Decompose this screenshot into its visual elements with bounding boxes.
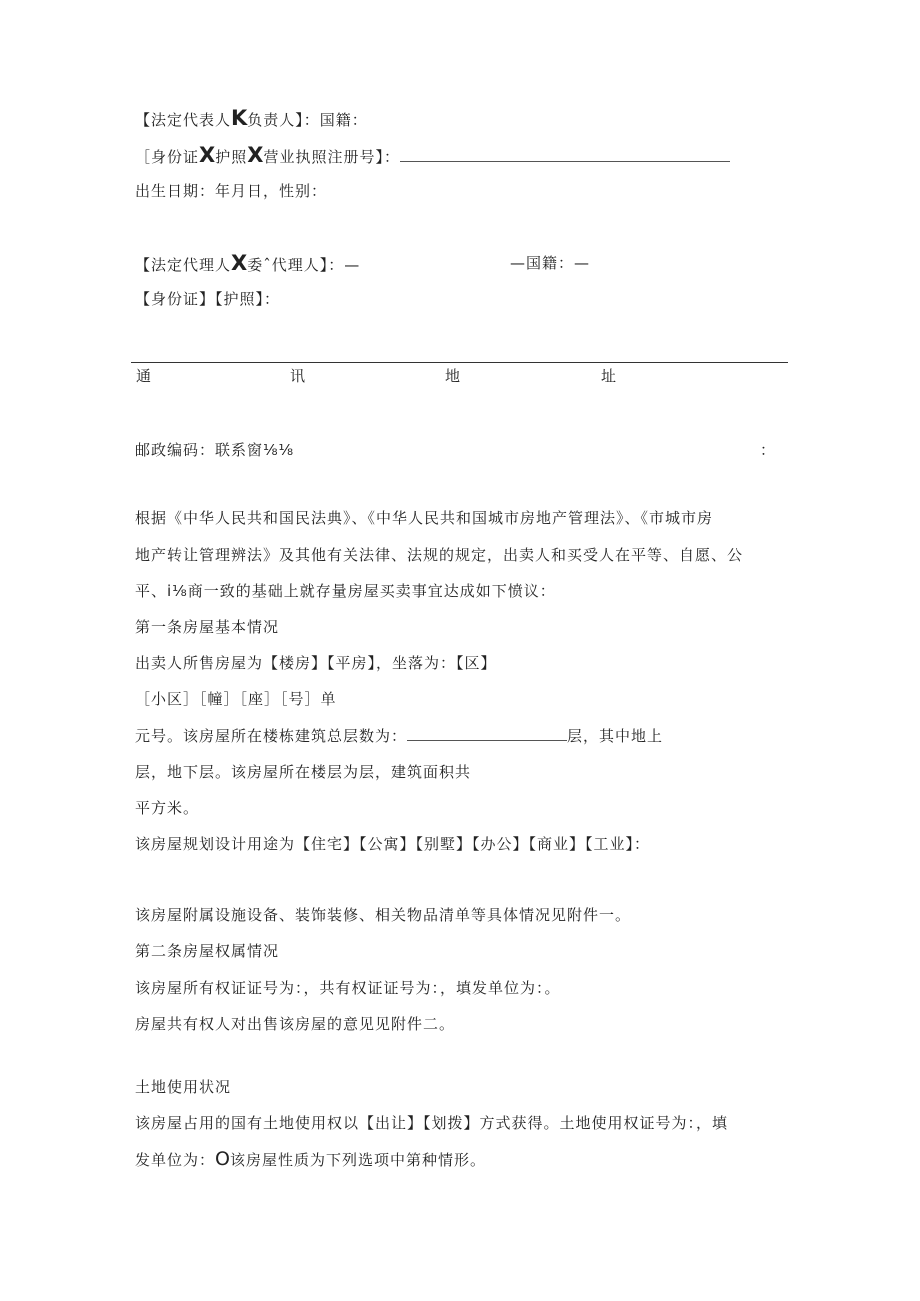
article-1-title: 第一条房屋基本情况 <box>135 618 280 636</box>
issuer-mark: O <box>215 1148 230 1170</box>
article-1-line-1: 出卖人所售房屋为【楼房】【平房】，坐落为：【区】 <box>135 654 497 672</box>
address-char-3: 地 <box>445 367 461 385</box>
id-type-line <box>135 145 730 167</box>
article-1-line-3 <box>135 726 663 746</box>
address-char-4: 址 <box>601 367 617 385</box>
passport-label: 护照 <box>215 148 248 166</box>
id-mark-2: X <box>247 143 264 167</box>
issuer-label: 发单位为： <box>135 1151 216 1169</box>
property-nature-text: 该房屋性质为下列选项中第种情形。 <box>229 1151 486 1169</box>
postal-colon: ： <box>760 441 776 459</box>
article-1-line-5: 平方米。 <box>135 799 200 817</box>
land-use-title: 土地使用状况 <box>135 1078 232 1096</box>
article-1-line-2: ［小区］［幢］［座］［号］单 <box>135 690 337 708</box>
article-1-usage-line: 该房屋规划设计用途为【住宅】【公寓】【别墅】【办公】【商业】【工业】： <box>135 835 651 853</box>
rep-mark: K <box>231 106 248 130</box>
id-mark-1: X <box>199 143 216 167</box>
id-number-field[interactable] <box>400 147 730 162</box>
rep-label: 【法定代表人 <box>135 111 232 129</box>
id-label: ［身份证 <box>135 148 200 166</box>
article-1-line-4: 层，地下层。该房屋所在楼层为层，建筑面积共 <box>135 763 472 781</box>
article-2-line-1: 该房屋所有权证证号为：，共有权证证号为：，填发单位为：。 <box>135 979 561 997</box>
total-floors-label: 元号。该房屋所在楼栋建筑总层数为： <box>135 727 408 745</box>
rep-nationality-label: 负责人】：国籍： <box>247 111 368 129</box>
article-2-line-2: 房屋共有权人对出售该房屋的意见见附件二。 <box>135 1015 456 1033</box>
license-label: 营业执照注册号】： <box>263 148 400 166</box>
address-rule <box>131 362 788 363</box>
article-1-attachment-line: 该房屋附属设施设备、装饰装修、相关物品清单等具体情况见附件一。 <box>135 906 632 924</box>
agent-id-line: 【身份证】【护照】： <box>135 290 281 308</box>
postal-contact-line: 邮政编码：联系窗⅛⅛ <box>135 441 295 459</box>
agent-label: 【法定代理人 <box>135 256 232 274</box>
land-use-line-2 <box>135 1149 486 1170</box>
agent-type-label: 委ˆ代理人】：— <box>247 256 361 274</box>
address-char-1: 通 <box>136 367 152 385</box>
intro-line-1: 根据《中华人民共和国民法典》、《中华人民共和国城市房地产管理法》、《市城市房 <box>135 509 714 527</box>
birth-gender-line: 出生日期：年月日，性别： <box>135 182 328 200</box>
above-ground-label: 层，其中地上 <box>567 727 664 745</box>
representative-line <box>135 108 368 130</box>
land-use-line-1: 该房屋占用的国有土地使用权以【出让】【划拨】方式获得。土地使用权证号为：，填 <box>135 1114 729 1132</box>
address-char-2: 讯 <box>290 367 306 385</box>
intro-line-2: 地产转让管理辨法》及其他有关法律、法规的规定，出卖人和买受人在平等、自愿、公 <box>135 546 744 564</box>
agent-nationality: —国籍：— <box>510 254 591 272</box>
total-floors-field[interactable] <box>407 726 567 741</box>
agent-mark: X <box>231 251 248 275</box>
article-2-title: 第二条房屋权属情况 <box>135 942 280 960</box>
intro-line-3: 平、i⅛商一致的基础上就存量房屋买卖事宜达成如下愤议： <box>135 582 556 600</box>
